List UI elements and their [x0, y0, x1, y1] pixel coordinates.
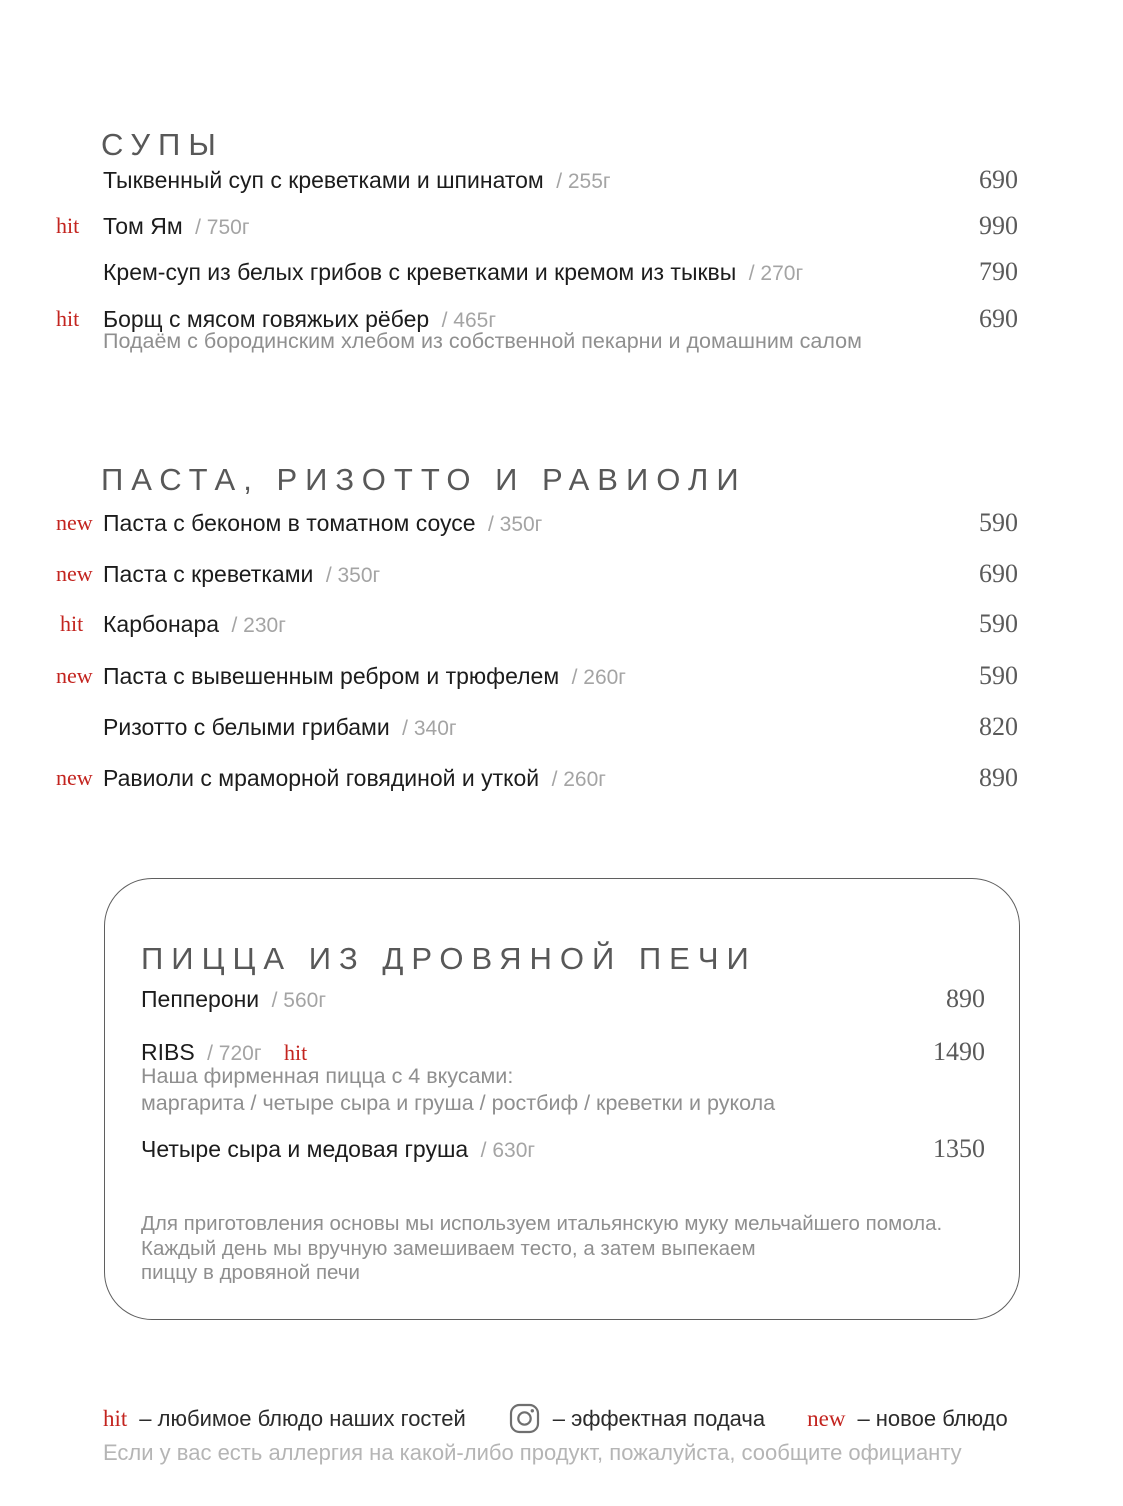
hit-badge: hit: [56, 306, 80, 331]
item-description: маргарита / четыре сыра и груша / ростбиф / креветки и рукола: [141, 1091, 776, 1115]
item-weight: / 230г: [231, 614, 286, 637]
item-name: Паста с вывешенным ребром и трюфелем: [103, 663, 560, 689]
menu-item-row: [56, 211, 1018, 245]
menu-item-row: [141, 1134, 985, 1168]
item-name: Крем-суп из белых грибов с креветками и кремом из тыквы: [103, 259, 737, 285]
item-price: 690: [979, 304, 1018, 333]
item-price: 890: [979, 763, 1018, 792]
menu-item-row: [56, 559, 1018, 593]
item-name: Борщ с мясом говяжьих рёбер: [103, 306, 430, 332]
item-name: RIBS: [141, 1039, 195, 1065]
item-weight: / 630г: [480, 1139, 536, 1162]
menu-item-row: [141, 984, 985, 1018]
pizza-note-line: Каждый день мы вручную замешиваем тесто, а затем выпекаем: [141, 1236, 756, 1260]
item-weight: / 750г: [195, 216, 250, 239]
item-price: 590: [979, 661, 1018, 690]
menu-item-row: [103, 712, 1018, 746]
hit-badge: hit: [103, 1405, 128, 1431]
hit-legend-text: – любимое блюдо наших гостей: [139, 1405, 466, 1431]
item-name: Карбонара: [103, 611, 220, 637]
item-name: Паста с беконом в томатном соусе: [103, 510, 476, 536]
instagram-icon: [508, 1402, 541, 1435]
item-weight: / 720г: [207, 1042, 262, 1065]
item-price: 1490: [933, 1037, 985, 1066]
item-price: 690: [979, 165, 1018, 194]
menu-item-row: [56, 661, 1018, 695]
menu-item-row: [56, 763, 1018, 797]
new-legend-text: – новое блюдо: [857, 1405, 1008, 1431]
item-name: Пепперони: [141, 986, 260, 1012]
hit-badge: hit: [60, 611, 84, 636]
menu-item-row: [56, 508, 1018, 542]
item-price: 890: [946, 984, 985, 1013]
hit-badge: hit: [56, 213, 80, 238]
item-weight: / 560г: [271, 989, 326, 1012]
new-badge: new: [56, 765, 93, 790]
item-name: Четыре сыра и медовая груша: [141, 1136, 469, 1162]
section-title-pizza: ПИЦЦА ИЗ ДРОВЯНОЙ ПЕЧИ: [141, 940, 757, 976]
new-badge: new: [56, 561, 93, 586]
menu-item-row: [103, 165, 1018, 199]
item-weight: / 270г: [748, 262, 804, 285]
legend: [103, 1402, 1008, 1435]
item-name: Паста с креветками: [103, 561, 314, 587]
pizza-note: [141, 1212, 942, 1286]
hit-badge: hit: [283, 1040, 308, 1065]
item-weight: / 340г: [402, 717, 457, 740]
item-name: Тыквенный суп с креветками и шпинатом: [103, 167, 544, 193]
item-weight: / 465г: [441, 309, 497, 332]
item-weight: / 260г: [551, 768, 606, 791]
item-price: 590: [979, 609, 1018, 638]
item-description: Наша фирменная пицца с 4 вкусами:: [141, 1064, 514, 1088]
section-title-soups: СУПЫ: [101, 126, 224, 162]
item-weight: / 350г: [325, 564, 381, 587]
item-price: 790: [979, 257, 1018, 286]
item-price: 590: [979, 508, 1018, 537]
menu-item-row: [60, 609, 1018, 643]
new-badge: new: [56, 663, 93, 688]
item-name: Том Ям: [103, 213, 183, 239]
new-badge: new: [807, 1405, 846, 1431]
item-description: Подаём с бородинским хлебом из собственной пекарни и домашним салом: [103, 329, 862, 353]
allergy-note: Если у вас есть аллергия на какой-либо продукт, пожалуйста, сообщите официанту: [103, 1440, 962, 1465]
item-price: 690: [979, 559, 1018, 588]
pizza-note-line: пиццу в дровяной печи: [141, 1261, 360, 1284]
instagram-legend-text: – эффектная подача: [552, 1405, 766, 1431]
item-price: 820: [979, 712, 1018, 741]
item-name: Ризотто с белыми грибами: [103, 714, 390, 740]
new-badge: new: [56, 510, 93, 535]
item-weight: / 260г: [571, 666, 626, 689]
item-price: 1350: [933, 1134, 985, 1163]
item-name: Равиоли с мраморной говядиной и уткой: [103, 765, 540, 791]
pizza-note-line: Для приготовления основы мы используем итальянскую муку мельчайшего помола.: [141, 1212, 943, 1235]
section-title-pasta: ПАСТА, РИЗОТТО И РАВИОЛИ: [101, 461, 747, 497]
item-price: 990: [979, 211, 1018, 240]
item-weight: / 350г: [487, 513, 543, 536]
menu-item-row: [103, 257, 1018, 291]
pizza-section-box: [104, 878, 1020, 1320]
item-weight: / 255г: [556, 170, 611, 193]
